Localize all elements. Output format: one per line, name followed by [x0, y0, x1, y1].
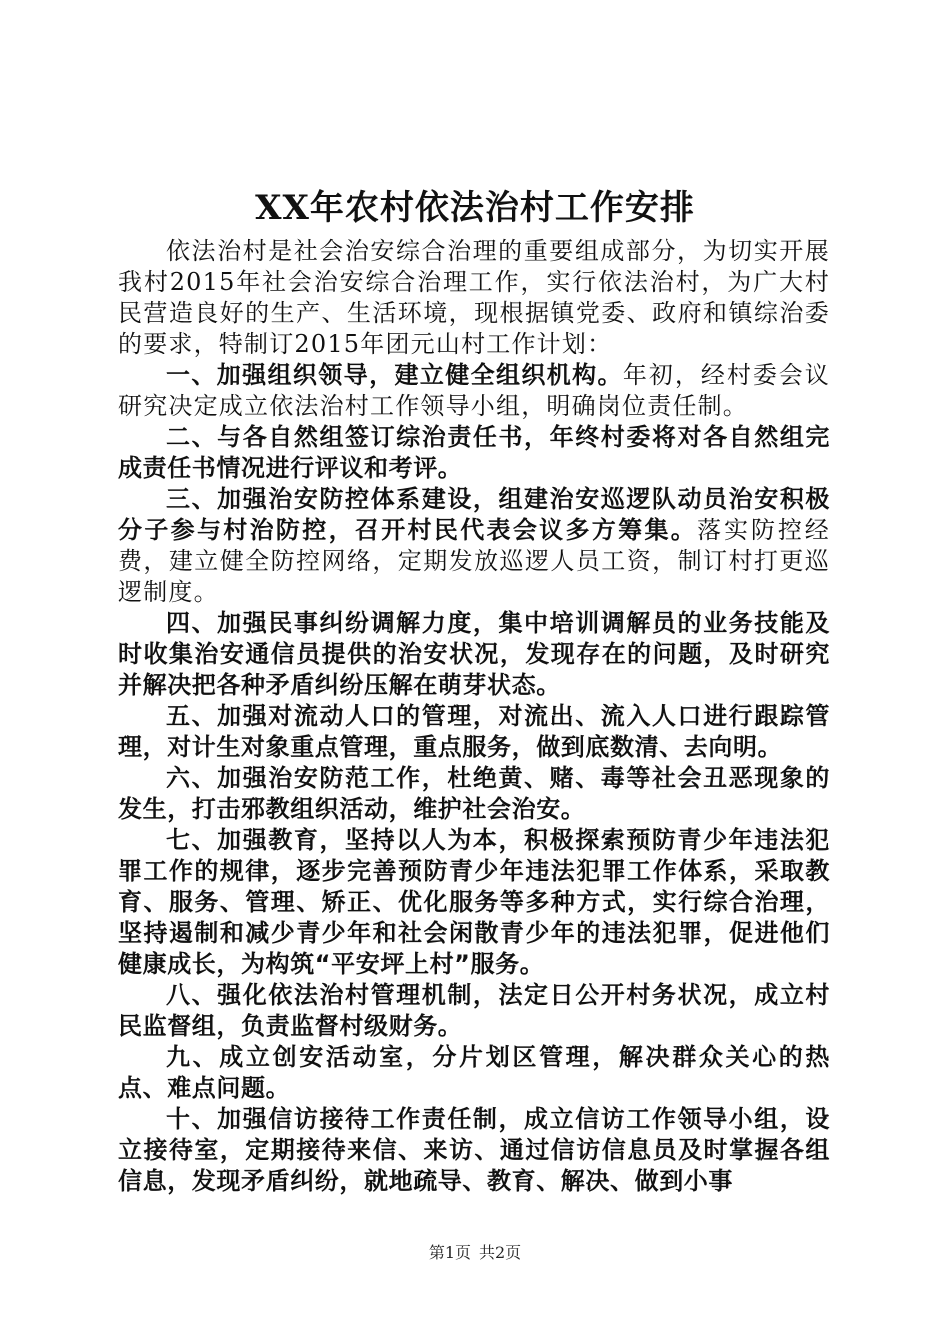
item-lead: 三、加强治安防控体系建设，组建治安巡逻队动员治安积极分子参与村治防控，召开村民代表会议多方筹集。	[118, 485, 830, 544]
page-footer	[0, 1243, 950, 1263]
list-item	[118, 701, 830, 763]
list-item	[118, 980, 830, 1042]
item-rest: 落实防控经费，建立健全防控网络，定期发放巡逻人员工资，制订村打更巡逻制度。	[118, 516, 831, 606]
list-item	[118, 608, 830, 701]
item-lead: 五、加强对流动人口的管理，对流出、流入人口进行跟踪管理，对计生对象重点管理，重点服务，做到底数清、去向明。	[118, 702, 830, 761]
item-lead: 六、加强治安防范工作，杜绝黄、赌、毒等社会丑恶现象的发生，打击邪教组织活动，维护社会治安。	[118, 764, 830, 823]
list-item	[118, 422, 830, 484]
item-lead: 九、成立创安活动室，分片划区管理，解决群众关心的热点、难点问题。	[118, 1043, 830, 1102]
page-total: 共2页	[479, 1243, 522, 1262]
list-item	[118, 763, 830, 825]
list-item	[118, 1042, 830, 1104]
list-item	[118, 360, 830, 422]
item-lead: 二、与各自然组签订综治责任书，年终村委将对各自然组完成责任书情况进行评议和考评。	[118, 423, 830, 482]
item-lead: 四、加强民事纠纷调解力度，集中培训调解员的业务技能及时收集治安通信员提供的治安状况，发现存在的问题，及时研究并解决把各种矛盾纠纷压解在萌芽状态。	[118, 609, 830, 699]
list-item	[118, 484, 830, 608]
page-number: 第1页	[428, 1243, 471, 1262]
item-lead: 十、加强信访接待工作责任制，成立信访工作领导小组，设立接待室，定期接待来信、来访、通过信访信息员及时掌握各组信息，发现矛盾纠纷，就地疏导、教育、解决、做到小事	[118, 1105, 830, 1195]
item-rest: 年初，经村委会议研究决定成立依法治村工作领导小组，明确岗位责任制。	[118, 361, 830, 420]
document-body	[118, 236, 830, 1197]
document-title: XX年农村依法治村工作安排	[255, 188, 695, 228]
item-lead: 一、加强组织领导，建立健全组织机构。	[166, 361, 623, 389]
item-lead: 八、强化依法治村管理机制，法定日公开村务状况，成立村民监督组，负责监督村级财务。	[118, 981, 830, 1040]
intro-paragraph: 依法治村是社会治安综合治理的重要组成部分，为切实开展我村2015年社会治安综合治理工作，实行依法治村，为广大村民营造良好的生产、生活环境，现根据镇党委、政府和镇综治委的要求，特制订2015年团元山村工作计划：	[118, 237, 830, 358]
list-item	[118, 825, 830, 980]
list-item	[118, 1104, 830, 1197]
item-lead: 七、加强教育，坚持以人为本，积极探索预防青少年违法犯罪工作的规律，逐步完善预防青少年违法犯罪工作体系，采取教育、服务、管理、矫正、优化服务等多种方式，实行综合治理，坚持遏制和减少青少年和社会闲散青少年的违法犯罪，促进他们健康成长，为构筑“平安坪上村”服务。	[118, 826, 830, 978]
